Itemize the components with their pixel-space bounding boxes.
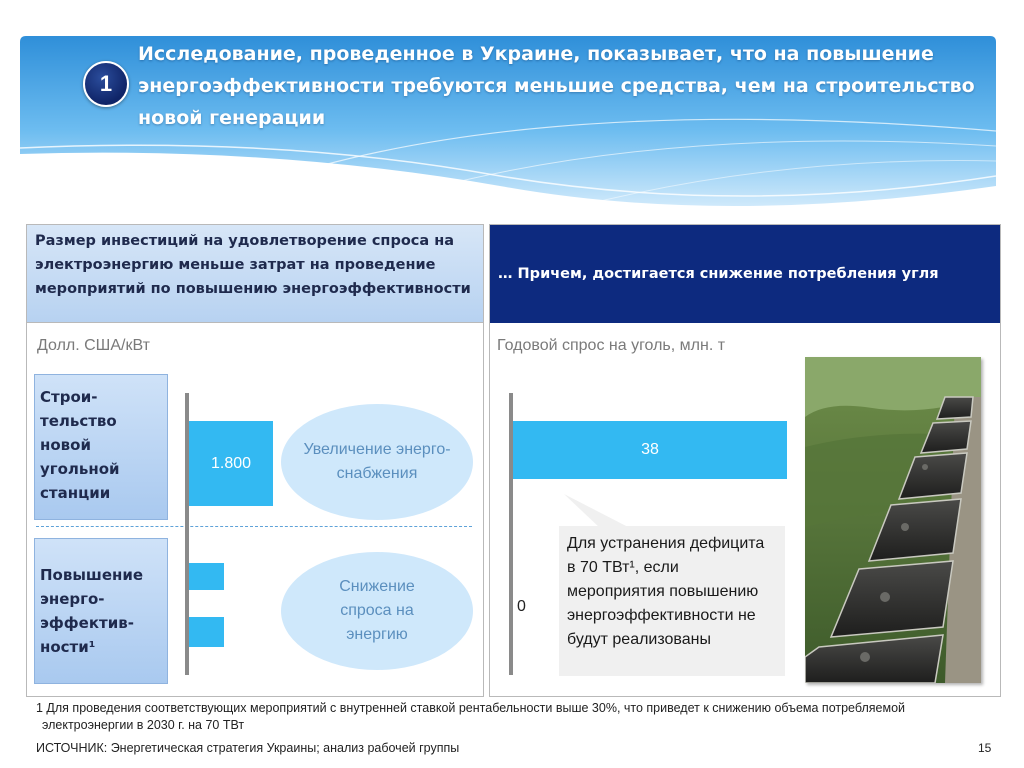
slide-title: Исследование, проведенное в Украине, показывает, что на повышение энергоэффективности требуются меньшие средства, чем на строительство новой генерации [138, 43, 975, 129]
coal-panel-header: … Причем, достигается снижение потребления угля [490, 225, 1000, 323]
bar-coal-demand-value: 38 [641, 441, 659, 458]
callout-pointer [560, 490, 640, 530]
left-unit-label: Долл. США/кВт [37, 337, 150, 354]
oval-supply-increase: Увеличение энерго-снабжения [281, 404, 473, 520]
bar-efficiency-upper [189, 563, 224, 590]
bar-efficiency-lower [189, 617, 224, 647]
footnote-line-2: электроэнергии в 2030 г. на 70 ТВт [42, 718, 245, 732]
right-unit-label: Годовой спрос на уголь, млн. т [497, 337, 726, 354]
coal-train-photo [805, 357, 981, 683]
investment-panel-header: Размер инвестиций на удовлетворение спроса на электроэнергию меньше затрат на проведение мероприятий по повышению энергоэффективности [27, 225, 483, 323]
oval-demand-reduction: Снижение спроса на энергию [281, 552, 473, 670]
source-note: ИСТОЧНИК: Энергетическая стратегия Украины; анализ рабочей группы [36, 741, 460, 755]
category-label-efficiency: Повышение энерго-эффектив-ности¹ [34, 538, 168, 684]
slide-number-badge: 1 [83, 61, 129, 107]
coal-callout: Для устранения дефицита в 70 ТВт¹, если мероприятия повышению энергоэффективности не будут реализованы [559, 526, 785, 676]
footnote [36, 700, 996, 734]
bar-new-station-value: 1.800 [210, 454, 252, 472]
bar-coal-zero-value: 0 [517, 598, 526, 615]
page-number: 15 [978, 741, 992, 755]
category-divider [36, 526, 472, 527]
category-label-new-station: Строи-тельство новой угольной станции [34, 374, 168, 520]
footnote-line-1: 1 Для проведения соответствующих мероприятий с внутренней ставкой рентабельности выше 30%, что приведет к снижению объема потребляемой [36, 701, 906, 715]
